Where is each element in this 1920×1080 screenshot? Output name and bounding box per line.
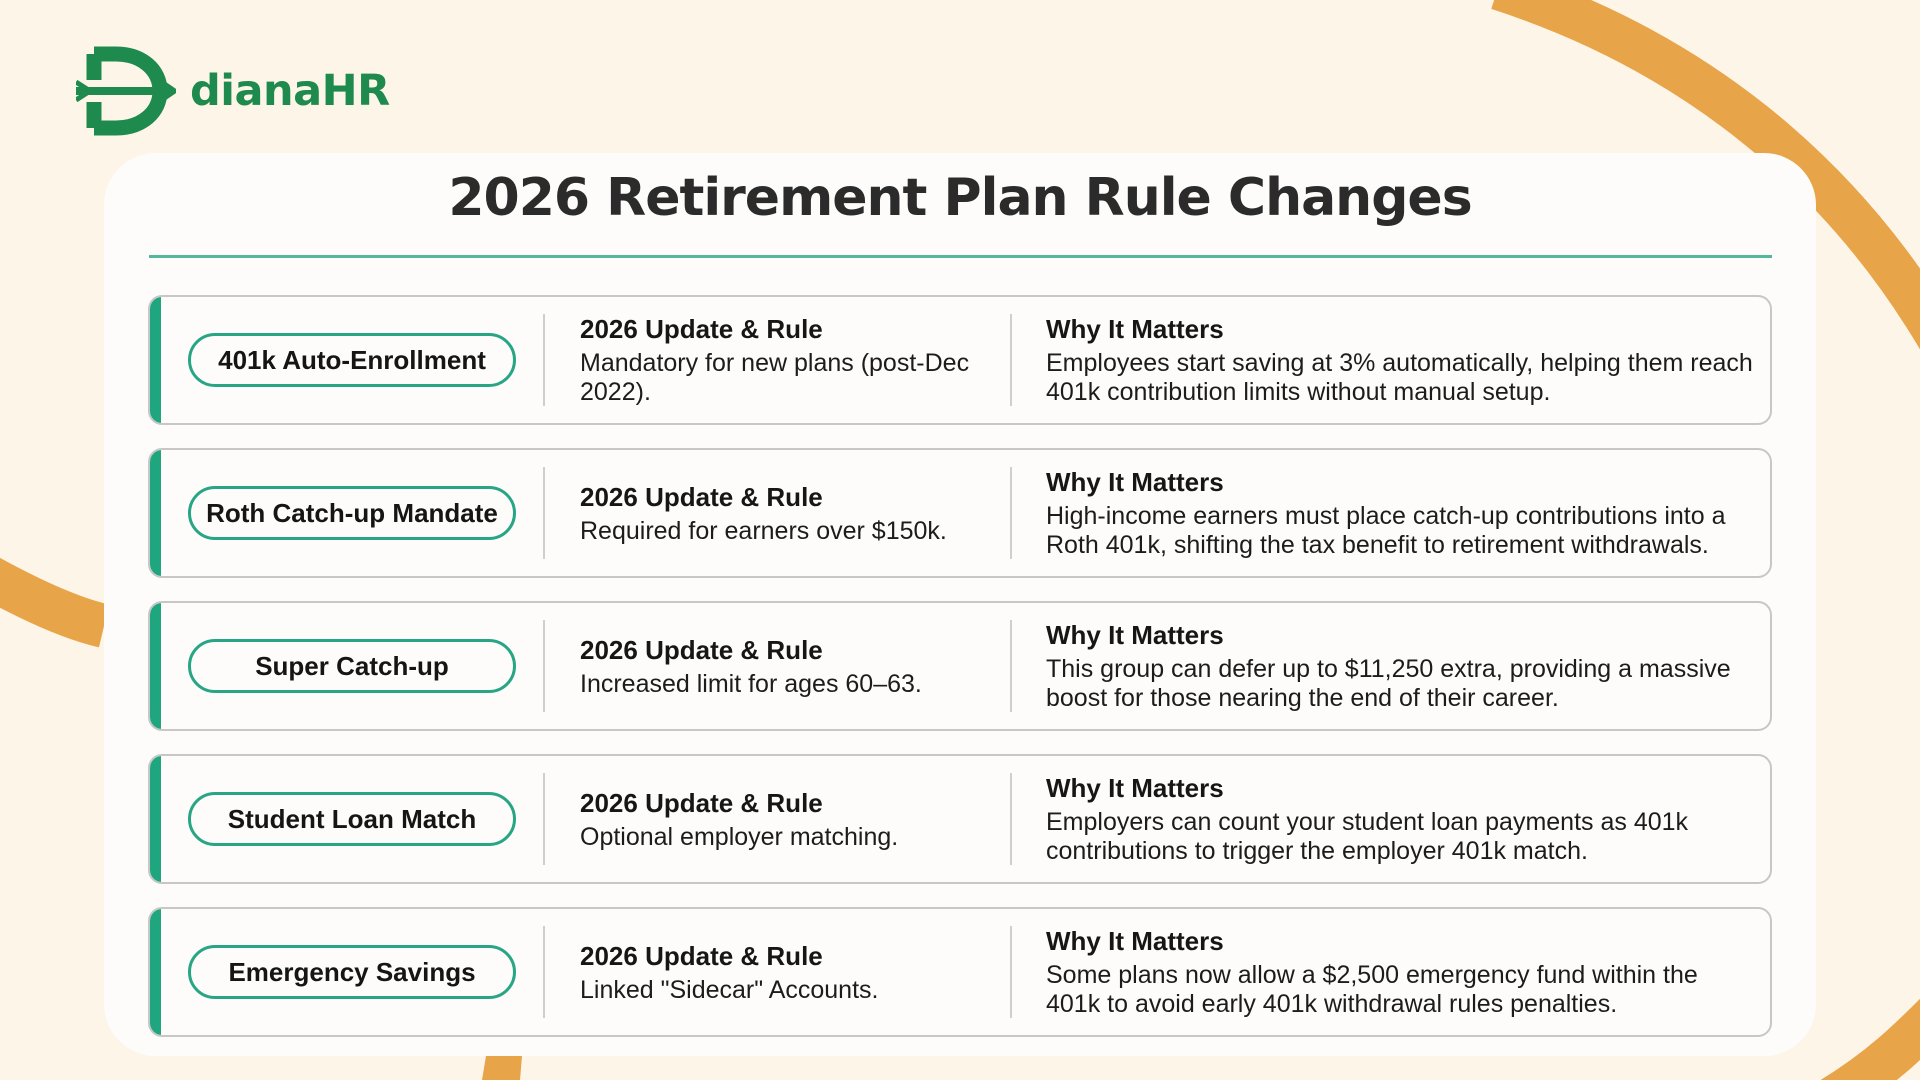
rule-row-roth-catch-up bbox=[148, 448, 1772, 578]
column-divider bbox=[1010, 773, 1012, 865]
column-divider bbox=[543, 773, 545, 865]
update-rule-heading: 2026 Update & Rule bbox=[580, 940, 823, 971]
why-it-matters-column bbox=[1046, 450, 1758, 576]
rule-row-emergency-savings bbox=[148, 907, 1772, 1037]
row-accent-bar bbox=[150, 450, 161, 576]
why-it-matters-column bbox=[1046, 756, 1758, 882]
row-accent-bar bbox=[150, 909, 161, 1035]
why-text: This group can defer up to $11,250 extra, providing a massive boost for those nearing the end of their career. bbox=[1046, 655, 1731, 712]
update-rule-heading: 2026 Update & Rule bbox=[580, 634, 823, 665]
update-rule-text: Increased limit for ages 60–63. bbox=[580, 669, 922, 698]
column-divider bbox=[543, 314, 545, 406]
update-rule-column bbox=[580, 297, 990, 423]
title-divider bbox=[149, 255, 1772, 258]
column-divider bbox=[543, 926, 545, 1018]
rule-tag: 401k Auto-Enrollment bbox=[188, 333, 516, 387]
why-text: High-income earners must place catch-up contributions into a Roth 401k, shifting the tax benefit to retirement withdrawals. bbox=[1046, 502, 1726, 559]
column-divider bbox=[1010, 620, 1012, 712]
page-title: 2026 Retirement Plan Rule Changes bbox=[448, 168, 1472, 228]
row-accent-bar bbox=[150, 756, 161, 882]
why-heading: Why It Matters bbox=[1046, 620, 1224, 650]
update-rule-heading: 2026 Update & Rule bbox=[580, 314, 823, 344]
update-rule-text: Optional employer matching. bbox=[580, 822, 899, 851]
rule-tag: Student Loan Match bbox=[188, 792, 516, 846]
why-it-matters-column bbox=[1046, 909, 1758, 1035]
brand-logo[interactable] bbox=[76, 46, 390, 136]
rule-row-super-catch-up bbox=[148, 601, 1772, 731]
rule-row-auto-enrollment bbox=[148, 295, 1772, 425]
rule-tag: Roth Catch-up Mandate bbox=[188, 486, 516, 540]
update-rule-column bbox=[580, 603, 990, 729]
update-rule-text: Mandatory for new plans (post-Dec 2022). bbox=[580, 349, 970, 406]
column-divider bbox=[1010, 467, 1012, 559]
update-rule-heading: 2026 Update & Rule bbox=[580, 481, 823, 512]
column-divider bbox=[543, 467, 545, 559]
why-heading: Why It Matters bbox=[1046, 467, 1224, 497]
update-rule-text: Linked "Sidecar" Accounts. bbox=[580, 975, 879, 1004]
rule-tag: Super Catch-up bbox=[188, 639, 516, 693]
column-divider bbox=[1010, 926, 1012, 1018]
why-text: Employers can count your student loan payments as 401k contributions to trigger the employer 401k match. bbox=[1046, 808, 1689, 865]
update-rule-column bbox=[580, 756, 990, 882]
why-heading: Why It Matters bbox=[1046, 926, 1224, 956]
why-it-matters-column bbox=[1046, 603, 1758, 729]
update-rule-column bbox=[580, 909, 990, 1035]
column-divider bbox=[543, 620, 545, 712]
why-it-matters-column bbox=[1046, 297, 1758, 423]
brand-name: dianaHR bbox=[190, 66, 390, 116]
why-text: Employees start saving at 3% automatically, helping them reach 401k contribution limits without manual setup. bbox=[1046, 349, 1753, 406]
row-accent-bar bbox=[150, 297, 161, 423]
why-text: Some plans now allow a $2,500 emergency fund within the 401k to avoid early 401k withdrawal rules penalties. bbox=[1046, 961, 1698, 1018]
why-heading: Why It Matters bbox=[1046, 773, 1224, 803]
why-heading: Why It Matters bbox=[1046, 314, 1224, 344]
row-accent-bar bbox=[150, 603, 161, 729]
update-rule-heading: 2026 Update & Rule bbox=[580, 787, 823, 818]
rule-row-student-loan-match bbox=[148, 754, 1772, 884]
rule-changes-list bbox=[148, 295, 1772, 1060]
update-rule-text: Required for earners over $150k. bbox=[580, 516, 947, 545]
arrow-d-logo-icon bbox=[76, 46, 176, 136]
column-divider bbox=[1010, 314, 1012, 406]
rule-tag: Emergency Savings bbox=[188, 945, 516, 999]
update-rule-column bbox=[580, 450, 990, 576]
